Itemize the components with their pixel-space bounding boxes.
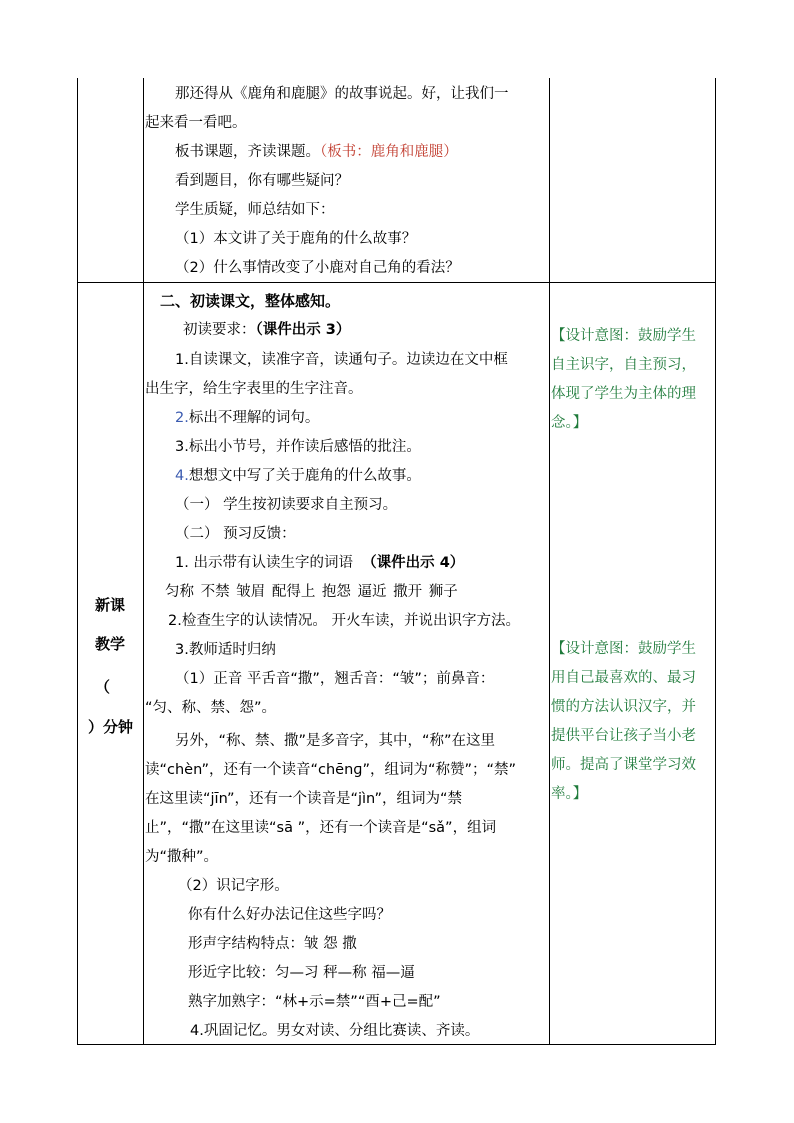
table-divider-label bbox=[143, 78, 144, 1045]
table-border-bottom bbox=[77, 1044, 716, 1045]
note-line: 体现了学生为主体的理 bbox=[551, 386, 696, 402]
list-item bbox=[175, 466, 421, 486]
note-line: 【设计意图：鼓励学生 bbox=[551, 641, 696, 657]
text-line: （1）正音 平舌音“撒”，翘舌音：“皱”；前鼻音： bbox=[175, 671, 495, 687]
text-line: “匀、称、禁、怨”。 bbox=[145, 700, 277, 716]
item-number: 1. bbox=[175, 352, 189, 368]
text-span: 1. 出示带有认读生字的词语 bbox=[175, 555, 353, 571]
note-line: 【设计意图：鼓励学生 bbox=[551, 328, 696, 344]
text-line: 4.巩固记忆。男女对读、分组比赛读、齐读。 bbox=[190, 1023, 480, 1039]
vocab-words: 匀称 不禁 皱眉 配得上 抱怨 逼近 撒开 狮子 bbox=[165, 584, 458, 600]
text-line bbox=[175, 142, 458, 162]
item-text: 标出不理解的词句。 bbox=[188, 410, 320, 426]
row-label-line: （ bbox=[95, 678, 111, 696]
list-item bbox=[175, 408, 319, 428]
item-text: 想想文中写了关于鹿角的什么故事。 bbox=[188, 468, 421, 484]
table-row-divider bbox=[77, 282, 716, 283]
item-number: 2. bbox=[175, 410, 189, 426]
text-span: 初读要求： bbox=[183, 322, 256, 338]
step-line: （二） 预习反馈： bbox=[175, 526, 296, 542]
item-number: 3. bbox=[175, 439, 189, 455]
board-note: （板书：鹿角和鹿腿） bbox=[320, 144, 458, 160]
text-line: 3.教师适时归纳 bbox=[175, 642, 276, 658]
section-heading: 二、初读课文，整体感知。 bbox=[160, 292, 341, 310]
row-label-line: 教学 bbox=[95, 635, 126, 653]
text-line: 2.检查生字的认读情况。 开火车读，并说出识字方法。 bbox=[168, 613, 520, 629]
item-text: 标出小节号，并作读后感悟的批注。 bbox=[188, 439, 421, 455]
design-note-1 bbox=[551, 322, 716, 438]
design-note-2 bbox=[551, 635, 716, 809]
text-line: 看到题目，你有哪些疑问？ bbox=[175, 173, 349, 189]
text-line bbox=[183, 320, 350, 340]
table-border-left bbox=[77, 78, 78, 1045]
text-line: 另外，“称、禁、撒”是多音字，其中，“称”在这里 bbox=[175, 733, 496, 749]
list-item bbox=[175, 437, 421, 457]
text-span: 板书课题，齐读课题。 bbox=[175, 144, 320, 160]
text-line: 止”，“撒”在这里读“sā ”，还有一个读音是“sǎ”，组词 bbox=[145, 820, 497, 836]
text-line: 在这里读“jīn”，还有一个读音是“jìn”，组词为“禁 bbox=[145, 791, 462, 807]
courseware-note: （课件出示 3） bbox=[255, 322, 351, 338]
row-label-line: 新课 bbox=[95, 596, 126, 614]
note-line: 念。】 bbox=[551, 415, 588, 431]
item-text: 自读课文，读准字音，读通句子。边读边在文中框 bbox=[188, 352, 508, 368]
note-line: 自主识字，自主预习， bbox=[551, 357, 696, 373]
note-line: 师。提高了课堂学习效 bbox=[551, 757, 696, 773]
note-line: 惯的方法认识汉字，并 bbox=[551, 699, 696, 715]
text-line: 熟字加熟字：“林+示=禁”“酉+己=配” bbox=[188, 994, 441, 1010]
text-line: 出生字，给生字表里的生字注音。 bbox=[145, 381, 363, 397]
text-line: 起来看一看吧。 bbox=[145, 115, 247, 131]
table-divider-notes bbox=[549, 78, 550, 1045]
note-line: 用自己最喜欢的、最习 bbox=[551, 670, 696, 686]
table-border-right bbox=[715, 78, 716, 1045]
item-number: 4. bbox=[175, 468, 189, 484]
courseware-note: （课件出示 4） bbox=[362, 555, 465, 571]
text-line bbox=[175, 553, 464, 573]
question-2: （2）什么事情改变了小鹿对自己角的看法？ bbox=[175, 260, 460, 276]
list-item bbox=[175, 350, 508, 370]
text-line: 形声字结构特点：皱 怨 撒 bbox=[188, 936, 357, 952]
note-line: 提供平台让孩子当小老 bbox=[551, 728, 696, 744]
text-line: 形近字比较：匀—习 秤—称 福—逼 bbox=[188, 965, 415, 981]
text-line: 学生质疑，师总结如下： bbox=[175, 202, 335, 218]
text-line: （2）识记字形。 bbox=[178, 878, 289, 894]
note-line: 率。】 bbox=[551, 786, 588, 802]
text-line: 那还得从《鹿角和鹿腿》的故事说起。好，让我们一 bbox=[175, 86, 509, 102]
text-line: 读“chèn”，还有一个读音“chēnɡ”，组词为“称赞”；“禁” bbox=[145, 762, 517, 778]
row-label-line: ）分钟 bbox=[88, 718, 134, 736]
step-line: （一） 学生按初读要求自主预习。 bbox=[175, 497, 398, 513]
text-line: 为“撒种”。 bbox=[145, 849, 219, 865]
question-1: （1）本文讲了关于鹿角的什么故事？ bbox=[175, 231, 417, 247]
text-line: 你有什么好办法记住这些字吗？ bbox=[188, 907, 391, 923]
